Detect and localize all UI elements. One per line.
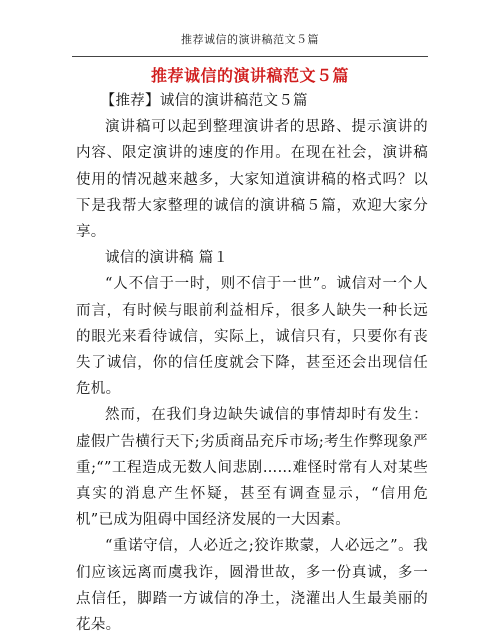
document-title: 推荐诚信的演讲稿范文５篇	[150, 66, 349, 85]
body-paragraph: “重诺守信，人必近之;狡诈欺蒙，人必远之”。我们应该远离而虞我诈，圆滑世故，多一份真诚，多一点信任，脚踏一方诚信的净土，浇灌出人生最美丽的花朵。	[76, 538, 428, 634]
running-header: 推荐诚信的演讲稿范文５篇	[181, 33, 319, 46]
body-paragraph: 然而，在我们身边缺失诚信的事情却时有发生：虚假广告横行天下;劣质商品充斥市场;考生作弊现象严重;“”工程造成无数人间悲剧……难怪时常有人对某些真实的消息产生怀疑，甚至有调查显示，“信用危机”已成为阻碍中国经济发展的一大因素。	[76, 407, 428, 529]
section-heading: 诚信的演讲稿 篇１	[105, 250, 229, 267]
body-paragraph: “人不信于一时，则不信于一世”。诚信对一个人而言，有时候与眼前利益相斥，很多人缺失一种长远的眼光来看待诚信，实际上，诚信只有，只要你有丧失了诚信，你的信任度就会下降，甚至还会出现信任危机。	[76, 276, 428, 398]
intro-paragraph: 演讲稿可以起到整理演讲者的思路、提示演讲的内容、限定演讲的速度的作用。在现在社会，演讲稿使用的情况越来越多，大家知道演讲稿的格式吗？以下是我帮大家整理的诚信的演讲稿５篇，欢迎大家分享。	[76, 119, 428, 241]
header-divider	[72, 56, 428, 57]
subtitle-paragraph: 【推荐】诚信的演讲稿范文５篇	[100, 93, 308, 109]
document-body	[76, 88, 428, 638]
